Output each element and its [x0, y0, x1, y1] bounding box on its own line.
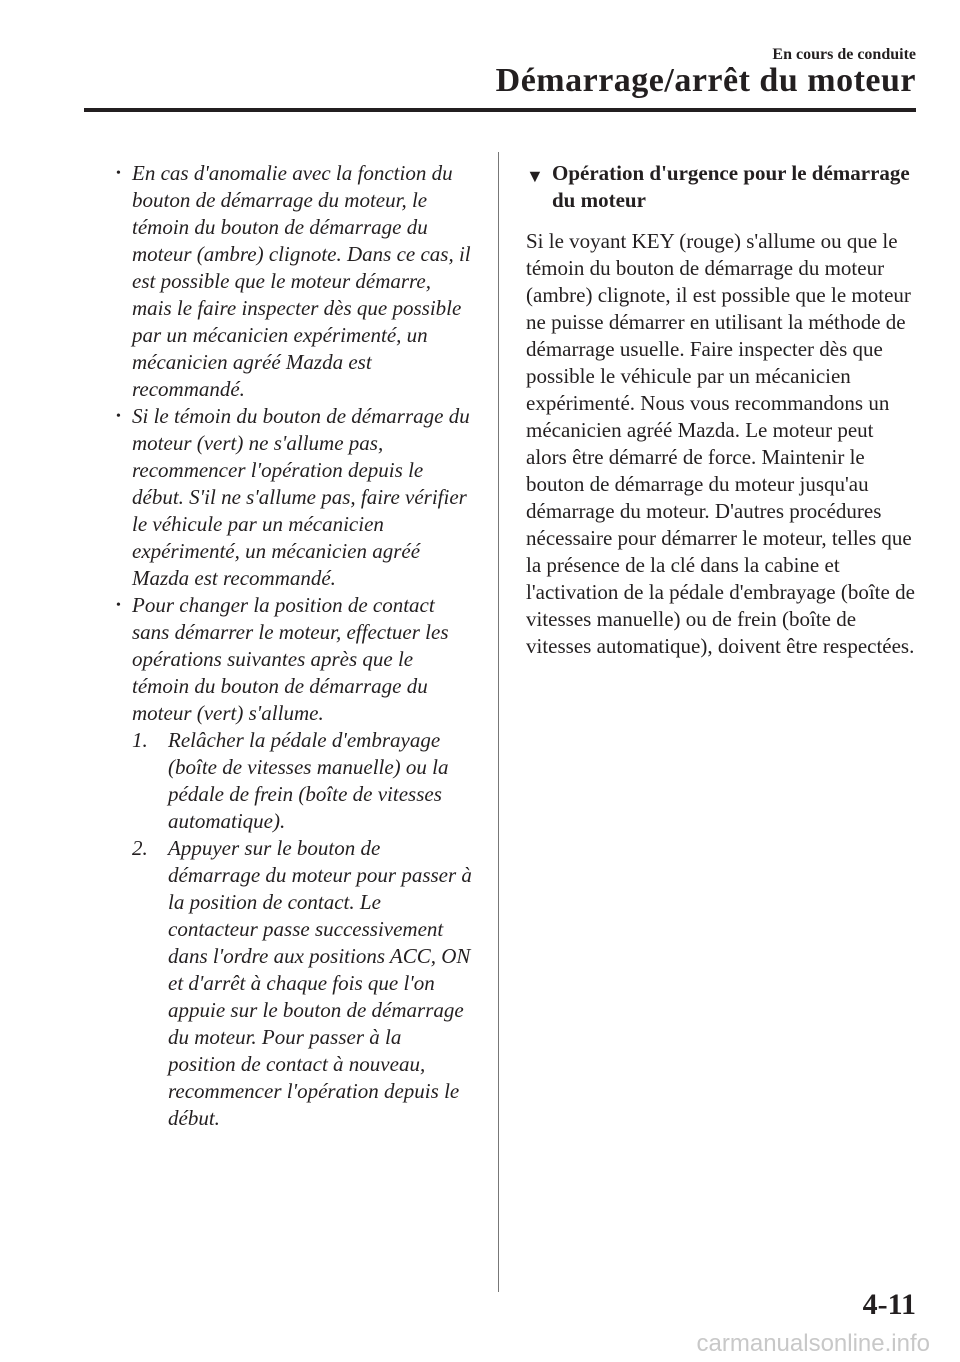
step-item-1: [112, 727, 474, 835]
down-triangle-icon: ▼: [526, 166, 544, 186]
step-text: Relâcher la pédale d'embrayage (boîte de vitesses manuelle) ou la pédale de frein (boîte de vitesses automatique).: [168, 728, 449, 833]
right-column: [526, 160, 918, 660]
section-label: En cours de conduite: [772, 46, 916, 63]
step-number: 2.: [132, 836, 148, 860]
bullet-icon: •: [116, 409, 121, 424]
bullet-text: En cas d'anomalie avec la fonction du bouton de démarrage du moteur, le témoin du bouton de démarrage du moteur (ambre) clignote. Dans ce cas, il est possible que le moteur démarre, mais le faire inspecter dès que possible par un mécanicien expérimenté, un mécanicien agréé Mazda est recommandé.: [132, 161, 471, 401]
page-number: 4-11: [862, 1288, 916, 1321]
step-text: Appuyer sur le bouton de démarrage du moteur pour passer à la position de contact. Le contacteur passe successivement dans l'ordre aux positions ACC, ON et d'arrêt à chaque fois que l'on appuie sur le bouton de démarrage du moteur. Pour passer à la position de contact à nouveau, recommencer l'opération depuis le début.: [168, 836, 472, 1130]
column-divider: [498, 152, 499, 1292]
watermark: carmanualsonline.info: [696, 1330, 930, 1357]
bullet-icon: •: [116, 166, 121, 181]
section-heading-text: Opération d'urgence pour le démarrage du moteur: [552, 161, 910, 212]
left-column: [112, 160, 474, 1132]
bullet-text: Si le témoin du bouton de démarrage du moteur (vert) ne s'allume pas, recommencer l'opération depuis le début. S'il ne s'allume pas, faire vérifier le véhicule par un mécanicien expérimenté, un mécanicien agréé Mazda est recommandé.: [132, 404, 470, 590]
bullet-icon: •: [116, 598, 121, 613]
header-rule: [84, 108, 916, 112]
body-paragraph: Si le voyant KEY (rouge) s'allume ou que le témoin du bouton de démarrage du moteur (ambre) clignote, il est possible que le moteur ne puisse démarrer en utilisant la méthode de démarrage usuelle. Faire inspecter dès que possible le véhicule par un mécanicien expérimenté. Nous vous recommandons un mécanicien agréé Mazda. Le moteur peut alors être démarré de force. Maintenir le bouton de démarrage du moteur jusqu'au démarrage du moteur. D'autres procédures nécessaire pour démarrer le moteur, telles que la présence de la clé dans la cabine et l'activation de la pédale d'embrayage (boîte de vitesses manuelle) ou de frein (boîte de vitesses automatique), doivent être respectées.: [526, 229, 915, 658]
page-title: Démarrage/arrêt du moteur: [495, 62, 916, 99]
step-item-2: [112, 835, 474, 1132]
bullet-item-3: [112, 592, 474, 727]
bullet-text: Pour changer la position de contact sans démarrer le moteur, effectuer les opérations suivantes après que le témoin du bouton de démarrage du moteur (vert) s'allume.: [132, 593, 449, 725]
step-number: 1.: [132, 728, 148, 752]
bullet-item-2: [112, 403, 474, 592]
bullet-item-1: [112, 160, 474, 403]
section-heading: [526, 160, 918, 214]
